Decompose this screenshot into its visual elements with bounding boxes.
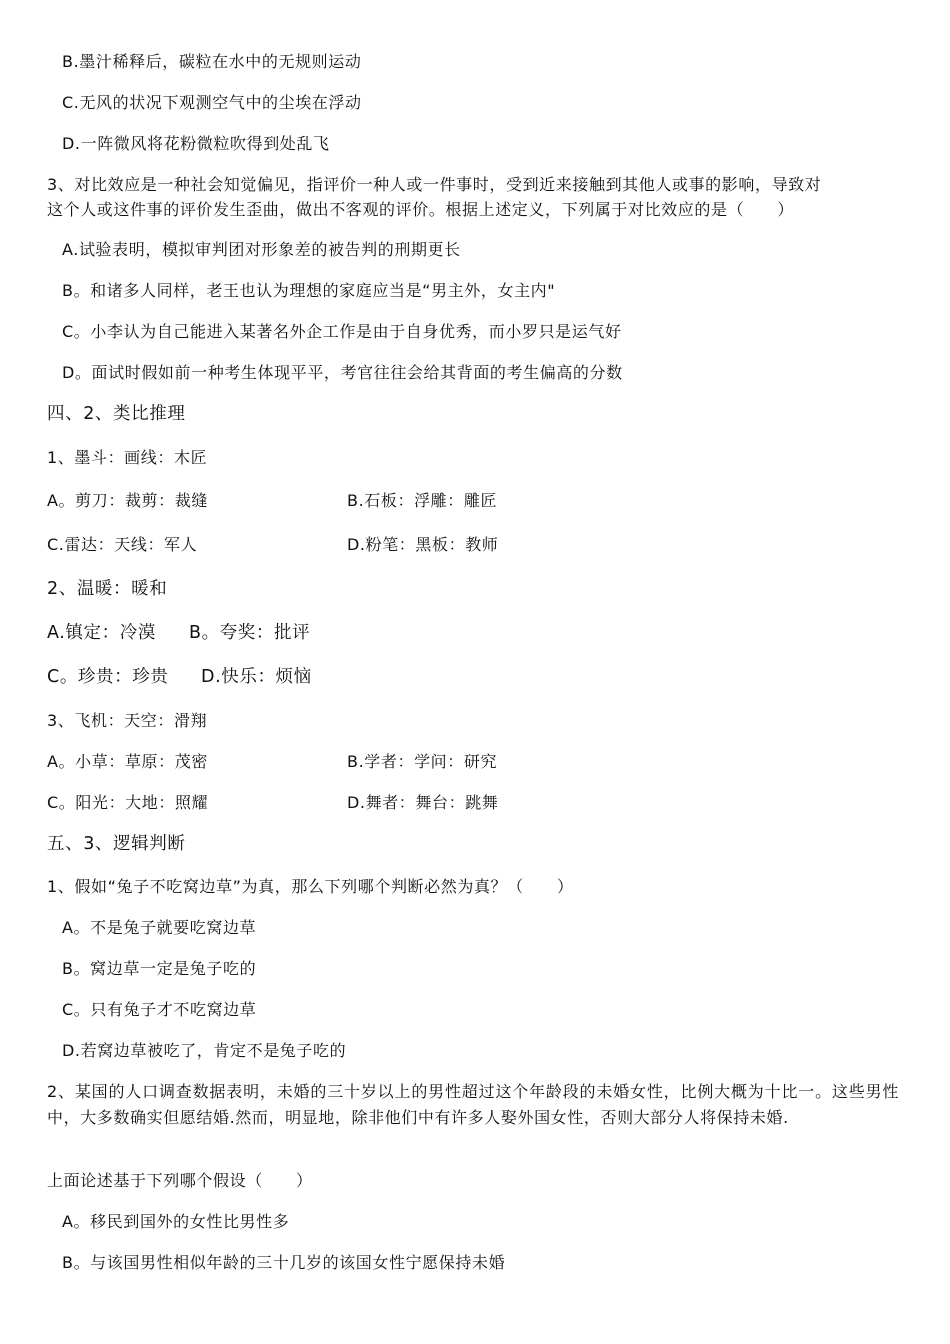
option-c: C.无风的状况下观测空气中的尘埃在浮动: [62, 93, 362, 112]
option-d: D.一阵微风将花粉微粒吹得到处乱飞: [62, 134, 330, 153]
q3-option-b: B。和诸多人同样，老王也认为理想的家庭应当是“男主外，女主内": [62, 281, 556, 300]
logic-2-option-a: A。移民到国外的女性比男性多: [62, 1212, 290, 1231]
logic-2-paragraph: 2、某国的人口调查数据表明，未婚的三十岁以上的男性超过这个年龄段的未婚女性，比例大概为十比一。这些男性中，大多数确实但愿结婚.然而，明显地，除非他们中有许多人娶外国女性，否则大部分人将保持未婚.: [47, 1082, 899, 1127]
q3-option-a: A.试验表明，模拟审判团对形象差的被告判的刑期更长: [62, 240, 461, 259]
analogy-1-stem: 1、墨斗：画线：木匠: [47, 448, 208, 467]
logic-2-question: 上面论述基于下列哪个假设（ ）: [47, 1171, 313, 1190]
analogy-3-option-a: A。小草：草原：茂密: [47, 752, 208, 771]
question-3-line-2: 这个人或这件事的评价发生歪曲，做出不客观的评价。根据上述定义，下列属于对比效应的是（ ）: [47, 200, 795, 219]
logic-1-option-a: A。不是兔子就要吃窝边草: [62, 918, 257, 937]
q3-option-c: C。小李认为自己能进入某著名外企工作是由于自身优秀，而小罗只是运气好: [62, 322, 622, 341]
logic-1-option-c: C。只有兔子才不吃窝边草: [62, 1000, 257, 1019]
analogy-3-option-b: B.学者：学问：研究: [347, 752, 498, 771]
analogy-2-option-a: A.镇定：冷漠: [47, 623, 156, 643]
section-5-heading: 五、3、逻辑判断: [47, 834, 186, 854]
question-3-line-1: 3、对比效应是一种社会知觉偏见，指评价一种人或一件事时，受到近来接触到其他人或事的影响，导致对: [47, 175, 822, 194]
option-b: B.墨汁稀释后，碳粒在水中的无规则运动: [62, 52, 362, 71]
logic-2-option-b: B。与该国男性相似年龄的三十几岁的该国女性宁愿保持未婚: [62, 1253, 506, 1272]
logic-1-stem: 1、假如“兔子不吃窝边草”为真，那么下列哪个判断必然为真？（ ）: [47, 877, 574, 896]
analogy-3-option-d: D.舞者：舞台：跳舞: [347, 793, 499, 812]
logic-1-option-d: D.若窝边草被吃了，肯定不是兔子吃的: [62, 1041, 347, 1060]
analogy-3-option-c: C。阳光：大地：照耀: [47, 793, 209, 812]
analogy-1-option-c: C.雷达：天线：军人: [47, 535, 198, 554]
analogy-1-option-d: D.粉笔：黑板：教师: [347, 535, 499, 554]
analogy-1-option-b: B.石板：浮雕：雕匠: [347, 491, 498, 510]
analogy-1-option-a: A。剪刀：裁剪：裁缝: [47, 491, 208, 510]
q3-option-d: D。面试时假如前一种考生体现平平，考官往往会给其背面的考生偏高的分数: [62, 363, 623, 382]
section-4-heading: 四、2、类比推理: [47, 404, 186, 424]
analogy-2-stem: 2、温暖：暖和: [47, 579, 168, 599]
logic-1-option-b: B。窝边草一定是兔子吃的: [62, 959, 257, 978]
analogy-2-option-b: B。夸奖：批评: [189, 623, 311, 643]
analogy-3-stem: 3、飞机：天空：滑翔: [47, 711, 208, 730]
analogy-2-option-c: C。珍贵：珍贵: [47, 667, 169, 687]
analogy-2-option-d: D.快乐：烦恼: [201, 667, 312, 687]
